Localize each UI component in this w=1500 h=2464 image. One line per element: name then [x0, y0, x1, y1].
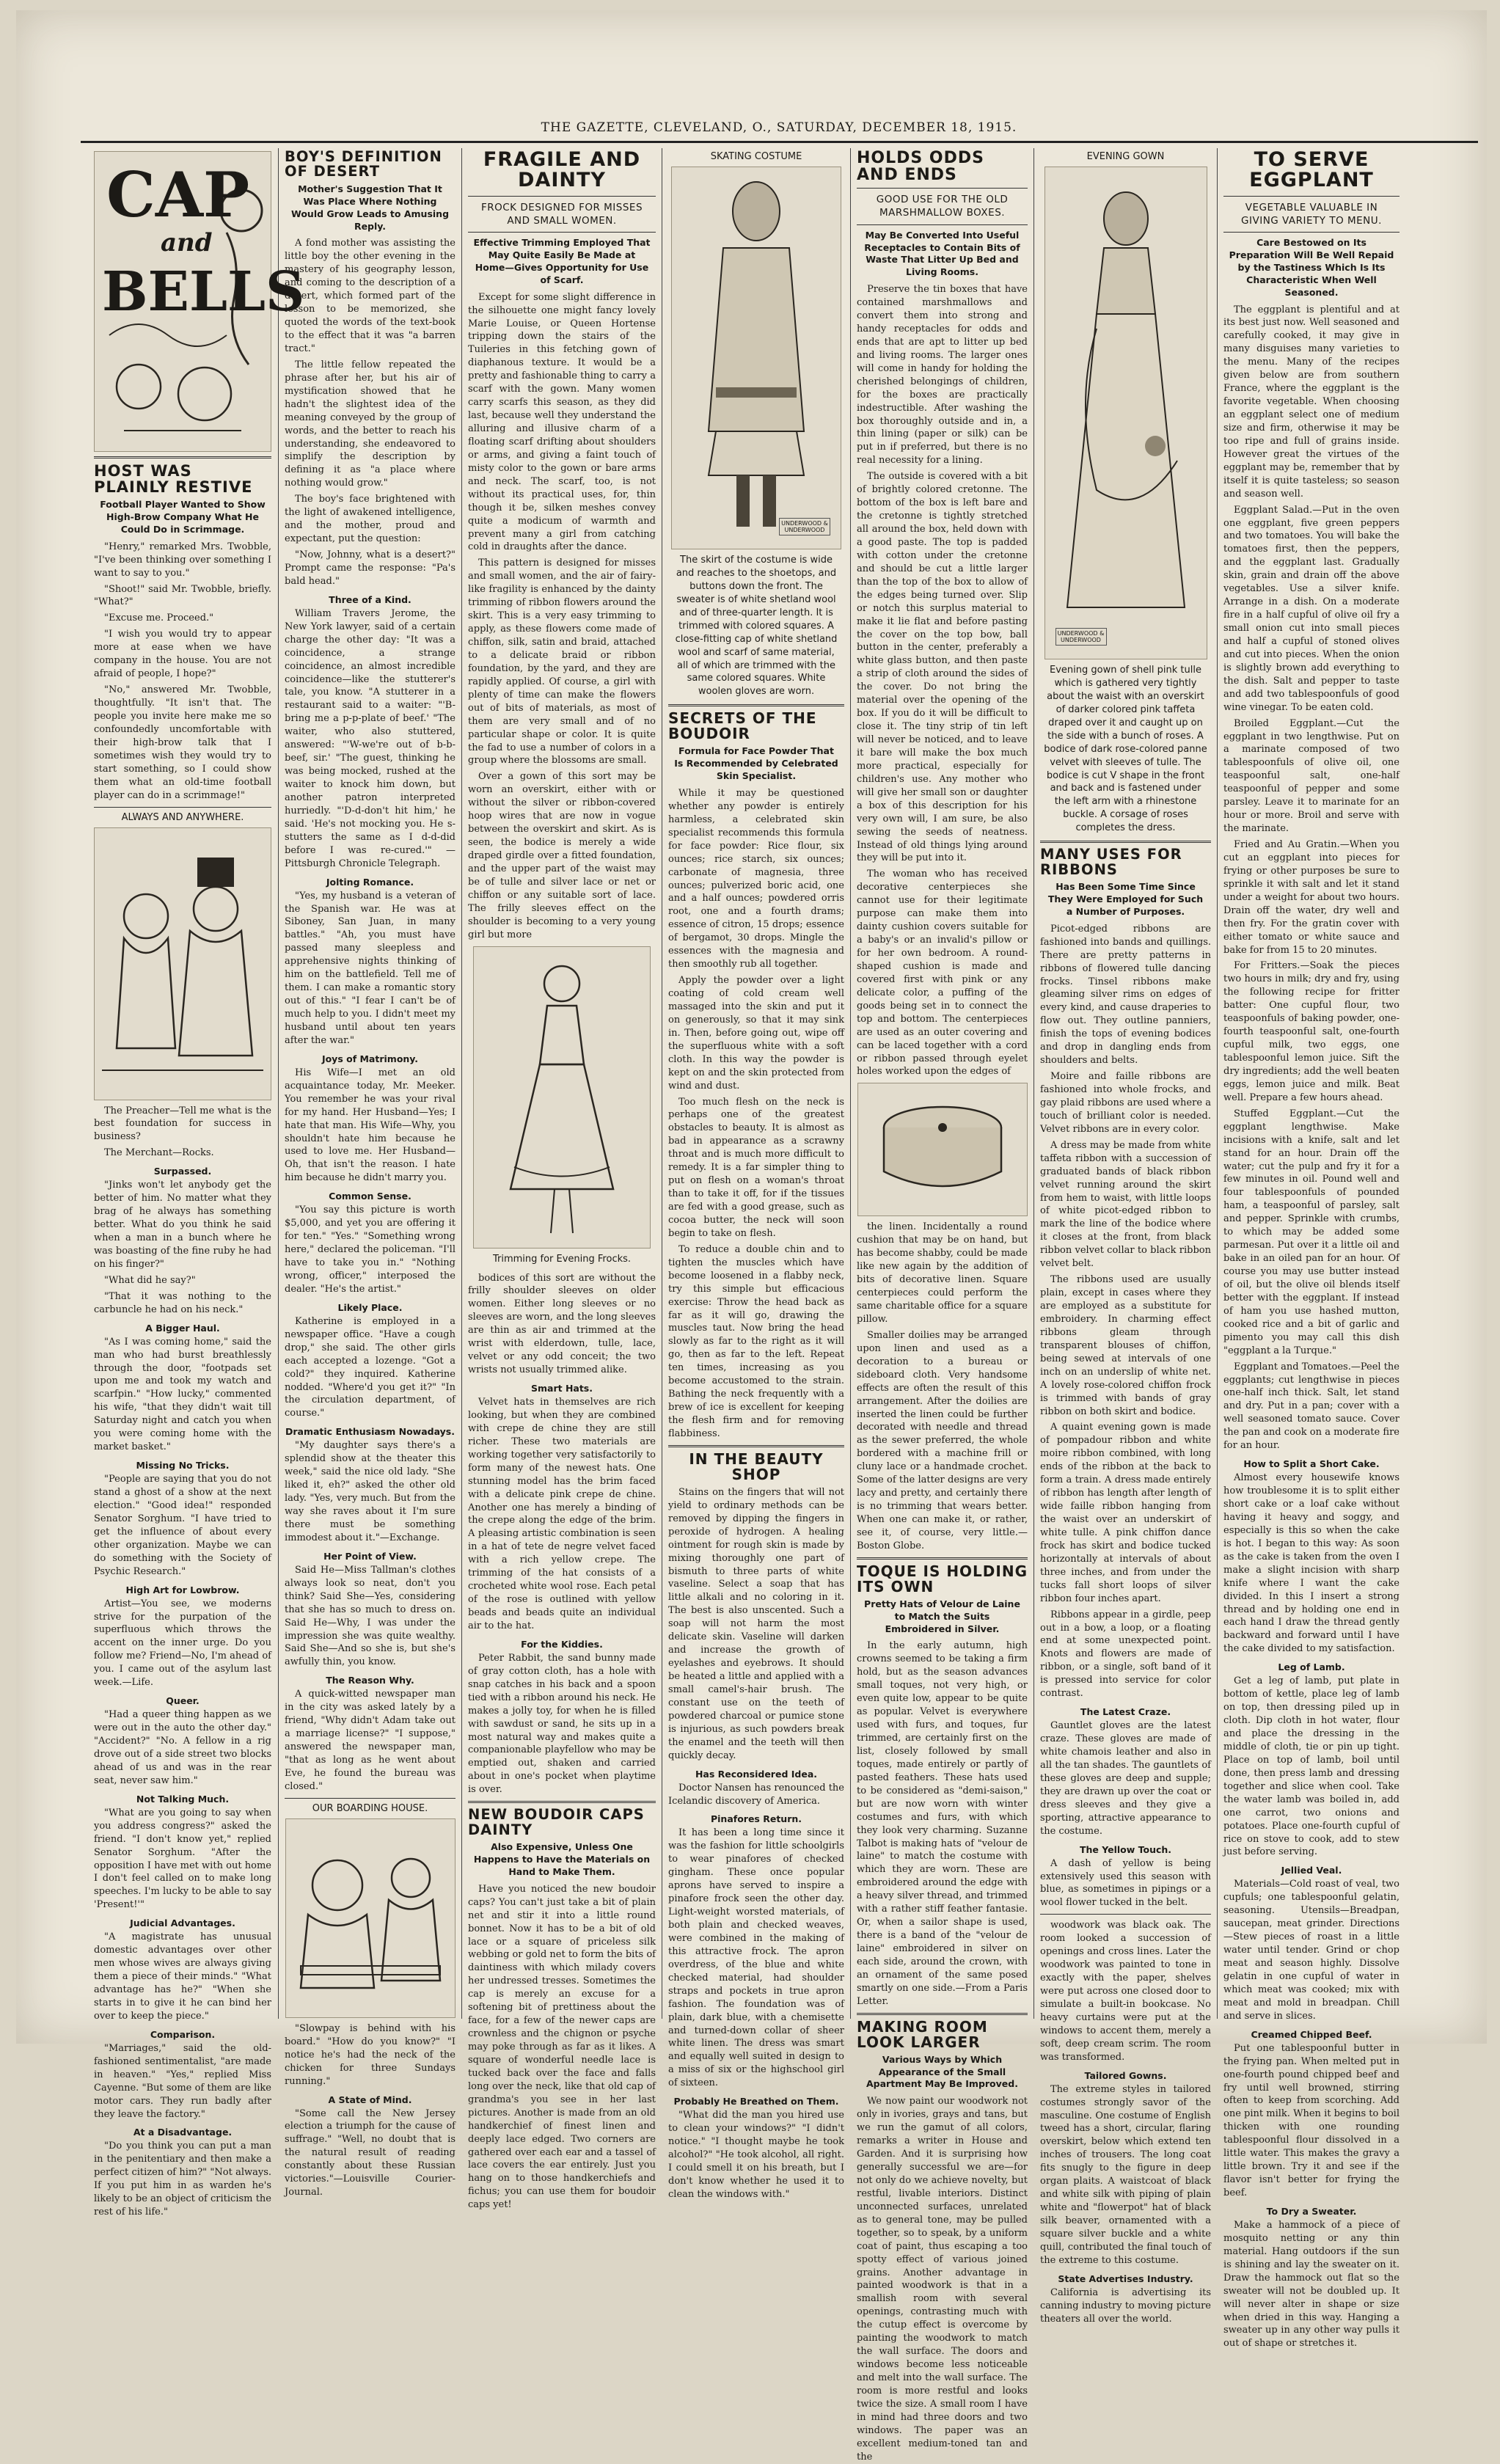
paragraph: "Do you think you can put a man in the penitentiary and then make a perfect citizen of him?" "Not always. If you put him in as warden he's likely to be an object of criticism the rest of his life." — [94, 2141, 271, 2218]
figure-caption: The skirt of the costume is wide and reaches to the shoetops, and buttons down the front. The sweater is of white shetland wool and of three-quarter length. It is trimmed with colored squares. A close-fitting cap of white shetland wool and scarf of same material, all of which are trimmed with the same colored squares. White woolen gloves are worn. — [675, 555, 838, 698]
paragraph: A dash of yellow is being extensively used this season with blue, as sometimes in pipings or a wool flower tucked in the belt. — [1040, 1857, 1211, 1909]
skating-costume-photo — [671, 167, 841, 549]
paragraph: The ribbons used are usually plain, except in cases where they are employed as a substitute for embroidery. In charming effect ribbons gleam through transparent blouses of chiffon, being sewed at intervals of one inch on an underslip of white net. A lovely rose-colored chiffon frock is trimmed with bands of gray ribbon on both skirt and bodice. — [1040, 1274, 1211, 1417]
paragraph: Ribbons appear in a girdle, peep out in a bow, a loop, or a floating end at some unexpected point. Knots and flowers are made of ribbon, or a single, soft band of it is pressed into service for color contrast. — [1040, 1609, 1211, 1700]
item-title: Not Talking Much. — [136, 1793, 230, 1805]
item-title: To Dry a Sweater. — [1266, 2205, 1357, 2217]
headline: TOQUE IS HOLDING ITS OWN — [857, 1562, 1028, 1595]
paragraph: Fried and Au Gratin.—When you cut an eggplant into pieces for frying or other purposes be sure to sprinkle it with salt and let it stand under a weight for about two hours. Drain off the water, dry well and then fry. For the gratin cover with either tomato or white sauce and bake for from 15 to 20 minutes. — [1223, 839, 1400, 956]
figure-caption: Trimming for Evening Frocks. — [492, 1253, 632, 1265]
paragraph: For Fritters.—Soak the pieces two hours in milk; dry and fry, using the following recipe for fritter batter: One cupful flour, two teaspoonfuls of baking powder, one-fourth teaspoonful salt, one-fourth cupful milk, two eggs, one tablespoonful lemon juice. Sift the dry ingredients; add the well beaten eggs, lemon juice and milk. Beat well. Prepare a few hours ahead. — [1223, 960, 1400, 1103]
paragraph: Broiled Eggplant.—Cut the eggplant in two lengthwise. Put on a marinate composed of two tablespoonfuls of olive oil, one teaspoonful salt, one-half teaspoonful of pepper and some parsley. Leave it to marinate for an hour or more. Broil and serve with the marinate. — [1223, 717, 1400, 835]
gown-figure-icon — [1045, 167, 1207, 659]
subhead: Mother's Suggestion That It Was Place Where Nothing Would Grow Leads to Amusing Reply. — [290, 183, 450, 232]
paragraph: "That it was nothing to the carbuncle he had on his neck." — [94, 1290, 271, 1315]
headline: HOST WAS PLAINLY RESTIVE — [94, 462, 253, 497]
deck: VEGETABLE VALUABLE IN GIVING VARIETY TO MENU. — [1241, 201, 1382, 227]
cartoon-caption: The Preacher—Tell me what is the best foundation for success in business? — [94, 1105, 271, 1143]
subhead: Has Been Some Time Since They Were Employed for Such a Number of Purposes. — [1047, 881, 1204, 917]
paragraph: The boy's face brightened with the light of awakened intelligence, and the mother, proud and expectant, put the question: — [285, 494, 456, 545]
column-3 — [462, 147, 662, 2211]
subhead: Various Ways by Which Appearance of the Small Apartment May Be Improved. — [866, 2053, 1018, 2090]
paragraph: Smaller doilies may be arranged upon linen and used as a decoration to a bureau or sideboard cloth. Very handsome effects are often the result of this arrangement. After the doilies are inserted the linen could be further decorated with needle and thread as the sewer preferred, the whole bordered with a machine frill or cluny lace or a handmade crochet. Some of the latter designs are very lacy and pretty, and certainly there is no trimming that wears better. When one can make it, or rather, see it, of course, very little.—Boston Globe. — [857, 1329, 1028, 1551]
item-title: Jolting Romance. — [326, 876, 414, 888]
paragraph: The extreme styles in tailored costumes strongly savor of the masculine. One costume of English tweed has a short, circular, flaring overskirt, below which extend ten inches of trousers. The long coat fits snugly to the figure in deep organ plaits. A waistcoat of black and white silk with piping of plain white and "flowerpot" hat of black silk beaver, ornamented with a square silver buckle and a white quill, contributed the final touch of the extreme to this costume. — [1040, 2083, 1211, 2266]
paragraph: This pattern is designed for misses and small women, and the air of fairy-like fragility is enhanced by the dainty trimming of ribbon flowers around the skirt. This is a very easy trimming to apply, as these flowers come made of chiffon, silk, satin and braid, attached to a delicate braid or ribbon foundation, by the yard, and they are rapidly applied. Of course, a girl with plenty of time can make the flowers out of bits of materials, as most of them are very small and of no particular shape or color. It is quite the fad to use a number of colors in a group where the blossoms are small. — [468, 557, 656, 767]
cartoon-illustration-icon — [286, 1819, 455, 2017]
paragraph: "My daughter says there's a splendid show at the theater this week," said the nice old lady. "She liked it, eh?" asked the other old lady. "Yes, very much. But from the way she raves about it I'm sure there must be something immodest about it."—Exchange. — [285, 1440, 456, 1543]
paragraph: Stains on the fingers that will not yield to ordinary methods can be removed by dipping the fingers in peroxide of hydrogen. A healing ointment for rough skin is made by mixing thoroughly one part of bismuth to three parts of white vaseline. Select a soap that has little alkali and no coloring in it. The best is also unscented. Such a soap will not harm the most delicate skin. Vaseline will darken and increase the growth of eyelashes and eyebrows. It should be heated a little and applied with a small camel's-hair brush. The constant use on the teeth of powdered charcoal or pumice stone is injurious, as such powders break the enamel and the teeth will then quickly decay. — [668, 1486, 844, 1761]
item-title: At a Disadvantage. — [133, 2127, 233, 2138]
paragraph: "Now, Johnny, what is a desert?" Prompt came the response: "Pa's bald head." — [285, 549, 456, 587]
subhead: Pretty Hats of Velour de Laine to Match the Suits Embroidered in Silver. — [864, 1598, 1020, 1634]
headline: TO SERVE EGGPLANT — [1249, 148, 1374, 192]
paragraph: "I wish you would try to appear more at ease when we have company in the house. You are not afraid of people, I hope?" — [94, 629, 271, 680]
paragraph: A quaint evening gown is made of pompadour ribbon and white moire ribbon combined, with long ends of the ribbon at the back to form a train. A dress made entirely of ribbon has length after length of wide faille ribbon hanging from the waist over an underskirt of white tulle. A pink chiffon dance frock has skirt and bodice tucked horizontally at intervals of about three inches, and from under the tucks fall short loops of silver ribbon four inches apart. — [1040, 1422, 1211, 1604]
paragraph: California is advertising its canning industry to moving picture theaters all over the world. — [1040, 2286, 1211, 2325]
item-title: The Latest Craze. — [1080, 1706, 1171, 1718]
cap-and-bells-logo — [94, 151, 305, 452]
skater-figure-icon — [672, 167, 841, 549]
cartoon-illustration-icon — [95, 828, 271, 1100]
paragraph: The woman who has received decorative centerpieces she cannot use for their legitimate purpose can make them into dainty cushion covers suitable for a baby's or an invalid's pillow or for her own bedroom. A round-shaped cushion is made and covered first with pink or any delicate color, a puffing of the goods being set in to connect the top and bottom. The centerpieces are used as an outer covering and can be laced together with a cord or ribbon passed through eyelet holes worked upon the edges of — [857, 869, 1028, 1078]
box-illustration — [857, 1083, 1028, 1216]
item-title: Judicial Advantages. — [130, 1918, 235, 1929]
paragraph: Have you noticed the new boudoir caps? You can't just take a bit of plain net and stir it into a little round bonnet. Now it has to be a bit of old lace or a square of priceless silk webbing or gold net to form the bits of daintiness with which milady covers her undressed tresses. Sometimes the cap is merely an excuse for a softening bit of prettiness about the face, for a few of the newer caps are crownless and the chignon or psyche may poke through as far as it likes. A square of wonderful needle lace is tucked back over the face and falls long over the neck, like that old cap of grandma's you see in her last pictures. Another is made from an old handkerchief of finest linen and deeply lace edged. Two corners are gathered over each ear and a tassel of lace covers the ear entirely. Just you hang on to those handkerchiefs and fichus; you can use them for boudoir caps yet! — [468, 1883, 656, 2211]
paragraph: "What are you going to say when you address congress?" asked the friend. "I don't know yet," replied Senator Sorghum. "After the opposition I have met with out home I don't feel called on to make long speeches. I'm lucky to be able to say 'Present!'" — [94, 1807, 271, 1911]
headline: HOLDS ODDS AND ENDS — [857, 149, 984, 185]
item-title: For the Kiddies. — [521, 1638, 603, 1650]
paragraph: Picot-edged ribbons are fashioned into bands and quillings. There are pretty patterns in ribbons of flowered tulle dancing frocks. Tinsel ribbons make gleaming silver rims on edges of every kind, and cause draperies to flow out. They outline panniers, finish the tops of evening bodices and drop in dangling ends from shoulders and belts. — [1040, 923, 1211, 1067]
photo-credit: UNDERWOOD & UNDERWOOD — [779, 518, 830, 535]
paragraph: His Wife—I met an old acquaintance today, Mr. Meeker. You remember he was your rival for my hand. Her Husband—Yes; I hate that man. His Wife—Why, you shouldn't hate him because he used to love me. Her Husband—Oh, that isn't the reason. I hate him because he didn't marry you. — [285, 1067, 456, 1184]
paragraph: "You say this picture is worth $5,000, and yet you are offering it for ten." "Yes." "Something wrong here," declared the policeman. "I'll have to take you in." "Nothing wrong, officer," interposed the dealer. "He's the artist." — [285, 1204, 456, 1295]
item-title: Probably He Breathed on Them. — [673, 2096, 839, 2107]
paragraph: The little fellow repeated the phrase after her, but his air of mystification showed that he hadn't the slightest idea of the meaning conveyed by the group of words, and the better to reach his understanding, she endeavored to simplify the description by defining it as "a place where nothing would grow." — [285, 359, 456, 489]
paragraph: bodices of this sort are without the frilly shoulder sleeves on older women. Either long sleeves or no sleeves are worn, and the long sleeves are thin as air and trimmed at the wrist with elderdown, tulle, lace, velvet or any odd conceit; the two wrists not usually trimmed alike. — [468, 1272, 656, 1376]
paragraph: Preserve the tin boxes that have contained marshmallows and convert them into strong and handy receptacles for odds and ends that are apt to litter up bed and living rooms. The larger ones will come in handy for holding the cherished belongings of children, for the boxes are practically indestructible. After washing the box thoroughly outside and in, a thin lining (paper or silk) can be put in if preferred, but there is no real necessity for a lining. — [857, 284, 1028, 467]
figure-caption: Evening gown of shell pink tulle which is gathered very tightly about the waist with an overskirt of darker colored pink taffeta draped over it and caught up on the side with a bunch of roses. A bodice of dark rose-colored panne velvet with sleeves of tulle. The bodice is cut V shape in the front and back and is fastened under the left arm with a rhinestone buckle. A corsage of roses completes the dress. — [1044, 665, 1207, 834]
paragraph: The outside is covered with a bit of brightly colored cretonne. The bottom of the box is left bare and the cretonne is tightly stretched all around the box, held down with a good paste. The top is padded with cotton under the cretonne and should be cut a little larger than the top of the box to allow of the edges being turned over. Slip or notch this surplus material to make it lie flat and before pasting the cover on the top bow, ball button in the center, preferably a white glass button, and then paste a strip of cloth around the sides of the cover. Do not bring the material over the opening of the box. If you do it will be difficult to close it. The tiny strip of tin left will never be noticed, and to leave it bare will make the box much more practical, especially for children's use. Any mother who will give her small son or daughter a box of this description for his very own will, I am sure, be also sewing the seeds of neatness. Instead of old things lying around they will be put into it. — [857, 471, 1028, 864]
item-title: State Advertises Industry. — [1058, 2273, 1193, 2284]
subhead: May Be Converted Into Useful Receptacles to Contain Bits of Waste That Litter Up Bed and Living Rooms. — [864, 229, 1020, 278]
paragraph: Velvet hats in themselves are rich looking, but when they are combined with crepe de chine they are still richer. These two materials are working together very satisfactorily to form many of the newest hats. One stunning model has the brim faced with a delicate pink crepe de chine. Another one has merely a binding of the crepe along the edge of the brim. A pleasing artistic combination is seen in a hat of tete de negre velvet faced with a rich yellow crepe. The trimming of the hat consists of a crocheted white wool rose. Each petal of the rose is outlined with yellow beads and beads quite an individual air to the hat. — [468, 1397, 656, 1631]
paragraph: It has been a long time since it was the fashion for little schoolgirls to wear pinafores of checked gingham. These once popular aprons have served to inspire a pinafore frock seen the other day. Light-weight worsted materials, of both plain and checked weaves, were combined in the making of this attractive frock. The apron overdress, of the blue and white checked material, had shoulder straps and pockets in true apron fashion. The foundation was of plain, dark blue, with a chemisette and turned-down collar of sheer white linen. The dress was smart and equally well suited in design to a miss of six or the highschool girl of sixteen. — [668, 1827, 844, 2089]
paragraph: "Excuse me. Proceed." — [104, 613, 214, 624]
column-2 — [279, 147, 461, 2198]
paragraph: "Had a queer thing happen as we were out in the auto the other day." "Accident?" "No. A fellow in a rig drove out of a side street two blocks ahead of us and was in the rear seat, never saw him." — [94, 1709, 271, 1786]
item-title: Tailored Gowns. — [1084, 2069, 1167, 2081]
paragraph: Materials—Cold roast of veal, two cupfuls; one tablespoonful gelatin, seasoning. Utensils—Breadpan, saucepan, meat grinder. Directions—Stew pieces of roast in a little water until tender. Grind or chop meat and season highly. Dissolve gelatin in one cupful of water in which meat was cooked; mix with meat and mold in breadpan. Chill and serve in slices. — [1223, 1879, 1400, 2022]
item-title: A Bigger Haul. — [145, 1322, 220, 1334]
paragraph: "What did the man you hired use to clean your windows?" "I didn't notice." "I thought maybe he took alcohol?" "He took alcohol, all right. I could smell it on his breath, but I don't know whether he used it to clean the windows with." — [668, 2110, 844, 2200]
paragraph: "What did he say?" — [104, 1274, 196, 1286]
evening-gown-photo — [1044, 167, 1207, 659]
dress-figure-icon — [474, 947, 650, 1248]
paragraph: Eggplant Salad.—Put in the oven one eggplant, five green peppers and two tomatoes. You will bake the tomatoes first, then the peppers, and the eggplant last. Gradually skin, grain and drain off the above vegetables. Use a silver knife. Arrange in a dish. On a moderate fire in a half cupful of olive oil fry a small onion cut into small pieces and half a cupful of stoned olives and cut into pieces. When the onion is slightly brown add everything to the dish. Salt and pepper to taste and add two tablespoonfuls of good wine vinegar. To be eaten cold. — [1223, 504, 1400, 713]
paragraph: "No," answered Mr. Twobble, thoughtfully. "It isn't that. The people you invite here make me so confoundedly uncomfortable with their high-brow talk that I sometimes wish they would try to start something, so I could show them what an old-time football player can do in a scrimmage!" — [94, 684, 271, 801]
paragraph: "Yes, my husband is a veteran of the Spanish war. He was at Siboney, San Juan, in many battles." "Ah, you must have passed many sleepless and apprehensive nights thinking of him on the battlefield. Tell me of them. I can make a romantic story out of this." "I fear I can't be of much help to you. I didn't meet my husband until about ten years after the war." — [285, 890, 456, 1046]
logo-and: and — [161, 228, 213, 257]
paragraph: A quick-witted newspaper man in the city was asked lately by a friend, "Why didn't Adam take out a marriage license?" "I suppose," answered the newspaper man, "that as long as he went about Eve, he found the bureau was closed." — [285, 1689, 456, 1792]
item-title: Three of a Kind. — [329, 593, 411, 605]
subhead: Football Player Wanted to Show High-Brow Company What He Could Do in Scrimmage. — [100, 499, 266, 535]
paragraph: Almost every housewife knows how troublesome it is to split either short cake or a loaf cake without having it heavy and soggy, and especially is this so when the cake is hot. I began to this way: As soon as the cake is taken from the oven I make a slight incision with sharp knife where I want the cake divided. In this I insert a strong thread and by holding one end in each hand I draw the thread gently backward and forward until I have the cake divided to my satisfaction. — [1223, 1472, 1400, 1655]
headline: SECRETS OF THE BOUDOIR — [668, 709, 817, 743]
paragraph: In the early autumn, high crowns seemed to be taking a firm hold, but as the season advances small toques, not very high, or even quite low, appear to be quite as popular. Velvet is everywhere used with furs, and toques, fur trimmed, are certainly first on the list, closely followed by small toques, made entirely or partly of pasted feathers. These hats used to be considered as "demi-saison," but are now worn with winter costumes and furs, with which they look very charming. Suzanne Talbot is making hats of "velour de laine" to match the costume with which they are worn. These are embroidered around the edge with a heavy silver thread, and trimmed with a rather stiff feather fantasie. Or, when a sailor shape is used, there is a band of the "velour de laine" embroidered in silver on each side, around the crown, with an ornament of the same posed smartly on one side.—From a Paris Letter. — [857, 1640, 1028, 2007]
headline: MAKING ROOM LOOK LARGER — [857, 2017, 988, 2051]
item-title: Comparison. — [150, 2028, 216, 2040]
paragraph: Said He—Miss Tallman's clothes always look so neat, don't you think? Said She—Yes, considering that she has so much to dress on. Said He—Why, I was under the impression she was quite wealthy. Said She—And so she is, but she's awfully thin, you know. — [285, 1564, 456, 1668]
paragraph: While it may be questioned whether any powder is entirely harmless, a celebrated skin specialist recommends this formula for face powder: Rice flour, six ounces; rice starch, six ounces; carbonate of magnesia, three ounces; pulverized boric acid, one and a half ounces; powdered orris root, one and a fourth drams; essence of citron, 15 drops; essence of bergamot, 30 drops. Mingle the essences with the magnesia and then smoothly rub all together. — [668, 787, 844, 970]
photo-credit: UNDERWOOD & UNDERWOOD — [1056, 628, 1107, 646]
figure-title: SKATING COSTUME — [710, 151, 802, 162]
paragraph: the linen. Incidentally a round cushion that may be on hand, but has become shabby, could be made like new again by the addition of bits of decorative linen. Square centerpieces could perform the same charitable office for a square pillow. — [857, 1221, 1028, 1325]
item-title: How to Split a Short Cake. — [1243, 1458, 1380, 1470]
paragraph: Make a hammock of a piece of mosquito netting or any thin material. Hang outdoors if the sun is shining and lay the sweater on it. Draw the hammock out flat so the sweater will not be doubled up. It will never alter in shape or size when dried in this way. Hanging a sweater up in any other way pulls it out of shape or stretches it. — [1223, 2219, 1400, 2350]
paragraph: We now paint our woodwork not only in ivories, grays and tans, but we run the gamut of all colors, remarks a writer in House and Garden. And it is surprising how generally successful we are—for not only do we achieve novelty, but restful, livable interiors. Distinct unconnected surfaces, unrelated as to general tone, may be pulled together, so to speak, by a uniform coat of paint, thus escaping a too spotty effect of various joined grains. Another advantage in painted woodwork is that in a smallish room with several openings, contrasting much with the cutup effect is overcome by painting the woodwork to match the wall surface. The doors and windows become less noticeable and melt into the wall surface. The room is more restful and looks twice the size. A small room I have in mind had three doors and two windows. The paper was an excellent medium-toned tan and the — [857, 2096, 1028, 2463]
column-6 — [1034, 147, 1217, 2325]
figure-title: EVENING GOWN — [1086, 151, 1165, 162]
paragraph: Except for some slight difference in the silhouette one might fancy lovely Marie Louise, or Queen Hortense tripping down the stairs of the Tuileries in this fetching gown of diaphanous texture. It would be a pretty and fashionable thing to carry a scarf with the gown. Many women carry scarfs this season, as they did last, because well they understand the alluring and illusive charm of a floating scarf drifting about shoulders or arms, and giving a faint touch of misty color to the gown or bare arms and neck. The scarf, too, is not without its practical uses, for, thin though it be, silken meshes convey quite a modicum of warmth and prevent many a girl from catching cold in draughts after the dance. — [468, 291, 656, 553]
item-title: Pinafores Return. — [710, 1813, 802, 1825]
paragraph: Apply the powder over a light coating of cold cream well massaged into the skin and put it on generously, so that it may sink in. Then, before going out, wipe off the superfluous white with a soft cloth. In this way the powder is kept on and the skin protected from wind and dust. — [668, 975, 844, 1092]
paragraph: Put one tablespoonful butter in the frying pan. When melted put in one-fourth pound chipped beef and fry until well browned, stirring often to keep from scorching. Add one pint milk. When it begins to boil thicken with one rounding tablespoonful flour dissolved in a little water. This makes the gravy a little brown. Try it and see if the flavor isn't better for frying the beef. — [1223, 2042, 1400, 2198]
logo-bells: BELLS — [102, 260, 305, 323]
frock-illustration — [473, 946, 651, 1249]
paragraph: Gauntlet gloves are the latest craze. These gloves are made of white chamois leather and also in all the tan shades. The gauntlets of these gloves are deep and supple; they are drawn up over the coat or dress sleeves and they give a sporting, attractive appearance to the costume. — [1040, 1720, 1211, 1837]
cartoon-title: ALWAYS AND ANYWHERE. — [121, 811, 244, 823]
paragraph: "As I was coming home," said the man who had burst breathlessly through the door, "footpads set upon me and took my watch and scarfpin." "How lucky," commented his wife, "that they didn't wait till Saturday night and catch you when you were coming home with the market basket." — [94, 1336, 271, 1453]
item-title: Likely Place. — [337, 1301, 403, 1313]
item-title: Smart Hats. — [530, 1383, 593, 1394]
item-title: Leg of Lamb. — [1278, 1661, 1345, 1673]
paragraph: Too much flesh on the neck is perhaps one of the greatest obstacles to beauty. It is almost as bad in appearance as a scrawny throat and is much more difficult to remedy. It is a far simpler thing to put on flesh on a woman's throat than to take it off, for if the tissues are fed with a good grease, such as cocoa butter, the neck will soon begin to take on flesh. — [668, 1096, 844, 1239]
masthead: THE GAZETTE, CLEVELAND, O., SATURDAY, DECEMBER 18, 1915. — [541, 120, 1017, 135]
paragraph: Stuffed Eggplant.—Cut the eggplant lengthwise. Make incisions with a knife, salt and let stand for an hour. Drain off the water; cut the pulp and fry it for a few minutes in oil. Pound well and four tablespoonfuls of pounded ham, a teaspoonful of parsley, salt and pepper. Sprinkle with crumbs, to which may be added some parmesan. Put over it a little oil and bake in an oiled pan for an hour. Of course you may use butter instead of oil, but the olive oil blends itself better with the eggplant. If instead of ham you use hashed mutton, cooked rice and a bit of garlic and pimento you may call this dish "eggplant a la Turque." — [1223, 1108, 1400, 1356]
item-title: Her Point of View. — [323, 1550, 417, 1562]
covered-box-icon — [858, 1083, 1027, 1215]
column-4 — [662, 147, 850, 2200]
deck: GOOD USE FOR THE OLD MARSHMALLOW BOXES. — [876, 194, 1009, 219]
paragraph: "People are saying that you do not stand a ghost of a show at the next election." "Good idea!" responded Senator Sorghum. "I have tried to get the influence of about every other organization. Maybe we can do something with the Society of Psychic Research." — [94, 1474, 271, 1577]
logo-cap: CAP — [106, 158, 250, 231]
cartoon-title: OUR BOARDING HOUSE. — [312, 1802, 428, 1814]
item-title: The Yellow Touch. — [1079, 1843, 1172, 1855]
item-title: Common Sense. — [329, 1191, 411, 1202]
item-title: A State of Mind. — [328, 2094, 412, 2105]
paragraph: "Henry," remarked Mrs. Twobble, "I've been thinking over something I want to say to you." — [94, 541, 271, 579]
item-title: Missing No Tricks. — [136, 1460, 230, 1472]
paragraph: Get a leg of lamb, put plate in bottom of kettle, place leg of lamb on top, then dressing piled up in cloth. Dip cloth in hot water, flour and place the dressing in the middle of cloth, tie or pin up tight. Place on top of lamb, boil until done, then press lamb and dressing together and slice when cool. Take the water lamb was boiled in, add one carrot, two onions and potatoes. Place one-fourth cupful of rice on stove to cook, add to stew just before serving. — [1223, 1675, 1400, 1858]
paragraph: The eggplant is plentiful and at its best just now. Well seasoned and carefully cooked, it may give in many disguises many varieties to the menu. Many of the recipes given below are from southern France, where the eggplant is the favorite vegetable. When choosing an eggplant select one of medium size and firm, otherwise it may be too ripe and full of grains inside. However great the virtues of the eggplant may be, remember that by itself it is quite tasteless; so season and season well. — [1223, 304, 1400, 500]
paragraph: "Some call the New Jersey election a triumph for the cause of suffrage." "Well, no doubt that is the natural result of reading constantly about these Russian victories."—Louisville Courier-Journal. — [285, 2107, 456, 2198]
paragraph: A fond mother was assisting the little boy the other evening in the mastery of his geography lesson, and coming to the description of a desert, which formed part of the lesson to be memorized, she quoted the words of the text-book to the effect that it was "a barren tract." — [285, 238, 456, 354]
paragraph: woodwork was black oak. The room looked a succession of openings and cross lines. Later the woodwork was painted to tone in exactly with the paper, shelves were put across one closed door to simulate a built-in bookcase. No heavy curtains were put at the windows to accent them, merely a soft, deep cream scrim. The room was transformed. — [1040, 1920, 1211, 2063]
column-7 — [1218, 147, 1405, 2350]
paragraph: Over a gown of this sort may be worn an overskirt, either with or without the silver or ribbon-covered hoop wires that are now in vogue between the overskirt and skirt. As is seen, the bodice is merely a wide draped girdle over a fitted foundation, and the upper part of the waist may be of tulle and silver lace or net or chiffon or any suitable sort of lace. The frilly sleeves effect on the shoulder is becoming to a very young girl but more — [468, 771, 656, 940]
paragraph: To reduce a double chin and to tighten the muscles which have become loosened in a flabby neck, try this simple but efficacious exercise: Throw the head back as far as it will go, drawing the muscles taut. Now bring the head slowly as far to the right as it will go, then as far to the left. Repeat ten times, increasing as you become accustomed to the strain. Bathing the neck frequently with a brew of ice is excellent for keeping the flesh firm and for removing flabbiness. — [668, 1243, 844, 1439]
headline: MANY USES FOR RIBBONS — [1040, 846, 1182, 878]
subhead: Care Bestowed on Its Preparation Will Be Well Repaid by the Tastiness Which Is Its Characteristic When Well Seasoned. — [1229, 237, 1394, 298]
column-5 — [851, 147, 1033, 2463]
column-1 — [88, 147, 305, 2218]
subhead: Also Expensive, Unless One Happens to Have the Materials on Hand to Make Them. — [473, 1841, 651, 1877]
masthead-rule — [81, 141, 1478, 143]
paragraph: A dress may be made from white taffeta ribbon with a succession of graduated bands of black ribbon velvet running around the skirt from hem to waist, with little loops of white picot-edged ribbon to mark the line of the bodice where it closes at the front, from black ribbon velvet collar to black ribbon velvet belt. — [1040, 1139, 1211, 1270]
paragraph: Peter Rabbit, the sand bunny made of gray cotton cloth, has a hole with snap catches in his back and a spoon tied with a ribbon around his neck. He makes a jolly toy, for when he is filled with sawdust or sand, he sits up in a most natural way and makes quite a companionable playfellow who may be emptied out, shaken and carried about in one's pocket when playtime is over. — [468, 1652, 656, 1796]
paragraph: Katherine is employed in a newspaper office. "Have a cough drop," she said. The other girls each accepted a lozenge. "Got a cold?" they inquired. Katherine nodded. "Where'd you get it?" "In the circulation department, of course." — [285, 1315, 456, 1419]
item-title: Creamed Chipped Beef. — [1251, 2028, 1372, 2040]
deck: FROCK DESIGNED FOR MISSES AND SMALL WOMEN. — [480, 201, 643, 227]
item-title: High Art for Lowbrow. — [125, 1584, 240, 1595]
item-title: Jellied Veal. — [1281, 1865, 1342, 1876]
paragraph: "Slowpay is behind with his board." "How do you know?" "I notice he's had the neck of the chicken for three Sundays running." — [285, 2022, 456, 2087]
headline: FRAGILE AND DAINTY — [483, 148, 641, 192]
paragraph: Eggplant and Tomatoes.—Peel the eggplants; cut lengthwise in pieces one-half inch thick. Salt, let stand and dry. Put in a pan; cover with a well seasoned tomato sauce. Cover the pan and cook on a moderate fire for an hour. — [1223, 1361, 1400, 1452]
item-title: Joys of Matrimony. — [321, 1053, 419, 1064]
paragraph: William Travers Jerome, the New York lawyer, said of a certain charge the other day: "It was a coincidence, a strange coincidence, an almost incredible coincidence—like the stutterer's tale, you know. "A stutterer in a restaurant said to a waiter: "'B-bring me a p-p-plate of beef.' "The waiter, who also stuttered, answered: "'W-we're out of b-b-beef, sir.' "The guest, thinking he was being mocked, rushed at the waiter to knock him down, but another patron interpreted hurriedly. "'D-d-don't hit him,' he said. 'He's not mocking you. He s-stutters the same as I d-d-did before I was re-cured.'" — Pittsburgh Chronicle Telegraph. — [285, 607, 456, 869]
paragraph: "Jinks won't let anybody get the better of him. No matter what they brag of he always has something better. What do you think he said when a man in a bunch where he was boasting of the fine ruby he had on his finger?" — [94, 1180, 271, 1270]
item-title: Dramatic Enthusiasm Nowadays. — [285, 1426, 455, 1438]
item-title: The Reason Why. — [326, 1675, 414, 1686]
newspaper-page — [16, 10, 1487, 2463]
headline: NEW BOUDOIR CAPS DAINTY — [468, 1806, 645, 1838]
headline: IN THE BEAUTY SHOP — [689, 1449, 824, 1483]
subhead: Effective Trimming Employed That May Quite Easily Be Made at Home—Gives Opportunity for Use of Scarf. — [473, 237, 651, 285]
cartoon-reply: The Merchant—Rocks. — [104, 1147, 214, 1159]
paragraph: Moire and faille ribbons are fashioned into whole frocks, and gay plaid ribbons are used where a touch of brilliant color is needed. Velvet ribbons are in every color. — [1040, 1071, 1211, 1135]
item-title: Has Reconsidered Idea. — [695, 1768, 818, 1780]
cartoon-preacher-merchant — [94, 827, 271, 1100]
paragraph: Doctor Nansen has renounced the Icelandic discovery of America. — [668, 1782, 844, 1807]
paragraph: "Marriages," said the old-fashioned sentimentalist, "are made in heaven." "Yes," replied Miss Cayenne. "But some of them are like motor cars. They run badly after they leave the factory." — [94, 2042, 271, 2120]
cartoon-boarding-house — [285, 1818, 456, 2018]
headline: BOY'S DEFINITION OF DESERT — [285, 148, 442, 180]
paragraph: "A magistrate has unusual domestic advantages over other men whose wives are always giving them a piece of their minds." "What advantage has he?" "When she starts in to give it he can bind her over to keep the piece." — [94, 1931, 271, 2022]
paragraph: Artist—You see, we moderns strive for the purpation of the superfluous which throws the accent on the inner urge. Do you follow me? Friend—No, I'm ahead of you. I came out of the asylum last week.—Life. — [94, 1598, 271, 1689]
item-title: Surpassed. — [153, 1166, 212, 1177]
subhead: Formula for Face Powder That Is Recommended by Celebrated Skin Specialist. — [674, 745, 838, 782]
paragraph: "Shoot!" said Mr. Twobble, briefly. "What?" — [94, 583, 271, 608]
item-title: Queer. — [166, 1695, 200, 1707]
